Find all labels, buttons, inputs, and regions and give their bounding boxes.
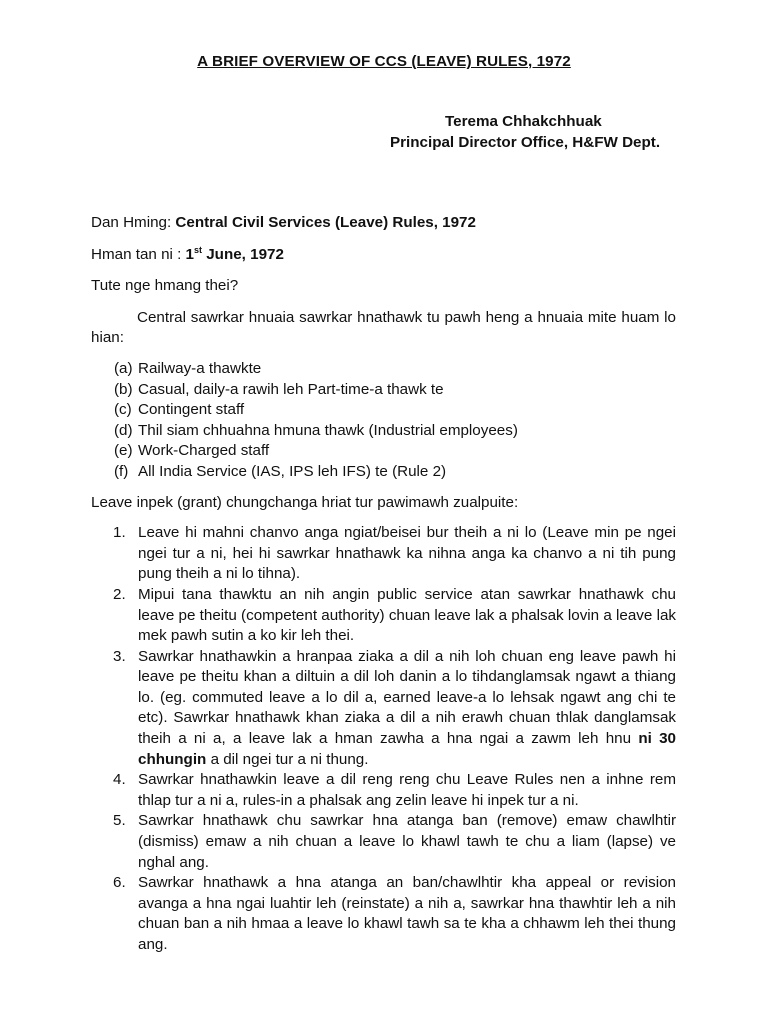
exclusion-item <box>114 359 676 380</box>
rule-name-line <box>91 213 676 234</box>
grant-point <box>91 647 676 771</box>
document-title: A BRIEF OVERVIEW OF CCS (LEAVE) RULES, 1972 <box>197 53 571 70</box>
exclusion-item <box>114 400 676 421</box>
exclusion-text: Work-Charged staff <box>138 442 270 460</box>
point-text: Leave hi mahni chanvo anga ngiat/beisei bur theih a ni lo (Leave min pe ngei ngei tur a ni, hei hi sawrkar hnathawk ka nihna anga ka chanvo a ni tih pung pung theih a ni lo tihna). <box>138 524 676 583</box>
exclusion-marker: (e) <box>114 442 133 460</box>
exclusion-text: Casual, daily-a rawih leh Part-time-a thawk te <box>138 380 444 398</box>
point-text: Sawrkar hnathawk a hna atanga an ban/chawlhtir kha appeal or revision avanga a hna ngai luahtir leh (reinstate) a nih a, sawrkar hna thawhtir leh a nih chuan ban a nih hmaa a leave lo khawl tawh sa te kha a chhawm leh thei thung ang. <box>138 874 676 953</box>
exclusion-text: All India Service (IAS, IPS leh IFS) te (Rule 2) <box>138 462 447 480</box>
author-office: Principal Director Office, H&FW Dept. <box>390 134 661 151</box>
exclusion-text: Contingent staff <box>138 401 245 419</box>
rule-date-label: Hman tan ni : <box>91 245 186 263</box>
exclusion-text: Railway-a thawkte <box>138 359 262 377</box>
rule-name-value: Central Civil Services (Leave) Rules, 1972 <box>175 214 476 231</box>
document-body <box>91 213 676 956</box>
exclusion-item <box>114 421 676 442</box>
point-marker: 3. <box>113 647 126 665</box>
grant-point <box>91 523 676 585</box>
exclusion-marker: (f) <box>114 462 129 480</box>
exclusion-marker: (c) <box>114 401 132 419</box>
grant-heading: Leave inpek (grant) chungchanga hriat tur pawimawh zualpuite: <box>91 493 519 511</box>
exclusion-list <box>91 359 676 483</box>
point-text-emphasis: ni 30 chhungin <box>138 730 676 768</box>
rule-date-suffix: st <box>194 244 203 255</box>
exclusion-item <box>114 462 676 483</box>
exclusion-marker: (a) <box>114 359 133 377</box>
grant-point <box>91 873 676 955</box>
point-marker: 6. <box>113 874 126 892</box>
author-name: Terema Chhakchhuak <box>445 113 602 130</box>
point-text: Sawrkar hnathawk chu sawrkar hna atanga ban (remove) emaw chawlhtir (dismiss) emaw a nih chuan a leave lo khawl tawh te chu a liam (lapse) ve nghal ang. <box>138 812 676 871</box>
point-marker: 1. <box>113 524 126 542</box>
grant-point <box>91 585 676 647</box>
applicability-intro: Central sawrkar hnuaia sawrkar hnathawk tu pawh heng a hnuaia mite huam lo hian: <box>91 308 676 347</box>
point-marker: 2. <box>113 585 126 603</box>
point-text: Sawrkar hnathawkin a hranpaa ziaka a dil a nih loh chuan eng leave pawh hi leave pe theitu khan a diltuin a dil loh danin a lo tihdanglamsak ngawt a thiang lo. (eg. commuted leave a lo dil a, earned leave-a lo lehsak ngawt ang chi te etc). Sawrkar hnathawk khan ziaka a dil a nih erawh chuan thlak danglamsak theih a ni a, a leave lak a hman zawha a hna ngai a zawm leh hnu <box>138 647 676 748</box>
grant-point <box>91 770 676 811</box>
rule-date-day: 1 <box>185 245 194 263</box>
rule-name-label: Dan Hming: <box>91 214 176 231</box>
applicability-question: Tute nge hmang thei? <box>91 277 239 295</box>
rule-date-line <box>91 245 676 266</box>
grant-point <box>91 811 676 873</box>
point-text: Sawrkar hnathawkin leave a dil reng reng chu Leave Rules nen a inhne rem thlap tur a ni a, rules-in a phalsak ang zelin leave hi inpek tur a ni. <box>138 771 676 809</box>
exclusion-item <box>114 441 676 462</box>
grant-points-list <box>91 523 676 955</box>
point-marker: 4. <box>113 771 126 789</box>
point-text-end: a dil ngei tur a ni thung. <box>206 750 369 768</box>
point-marker: 5. <box>113 812 126 830</box>
exclusion-marker: (b) <box>114 380 133 398</box>
point-text: Mipui tana thawktu an nih angin public service atan sawrkar hnathawk chu leave pe theitu (competent authority) chuan leave lak a phalsak lovin a leave lak mek pawh sutin a ko kir leh thei. <box>138 585 676 645</box>
exclusion-text: Thil siam chhuahna hmuna thawk (Industrial employees) <box>138 421 518 439</box>
rule-date-value <box>186 246 284 263</box>
rule-date-rest: June, 1972 <box>202 245 284 263</box>
exclusion-marker: (d) <box>114 421 133 439</box>
exclusion-item <box>114 380 676 401</box>
